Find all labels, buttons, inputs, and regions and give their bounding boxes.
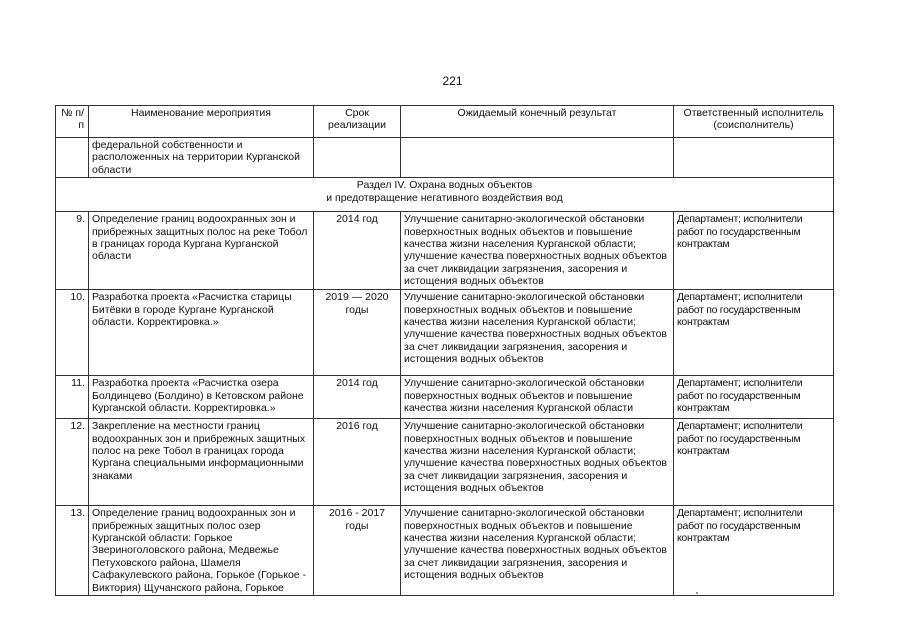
cont-num [56, 138, 89, 178]
row-name: Разработка проекта «Расчистка озера Болдинцево (Болдино) в Кетовском районе Курганской области. Корректировка.» [89, 376, 314, 419]
header-term: Срок реализации [314, 106, 401, 138]
page-number: 221 [442, 74, 463, 88]
scan-speck [696, 592, 698, 594]
section-heading [56, 178, 834, 212]
cont-executor [674, 138, 834, 178]
row-name: Определение границ водоохранных зон и прибрежных защитных полос озер Курганской области: Горькое Звериноголовского района, Медвежье Петуховского района, Шамеля Сафакулевского района, Горькое (Горькое - Виктория) Щучанского района, Горькое [89, 506, 314, 596]
table-row [56, 419, 834, 506]
row-name: Определение границ водоохранных зон и прибрежных защитных полос на реке Тобол в границах города Кургана Курганской области [89, 212, 314, 290]
section-title: Раздел IV. Охрана водных объектов [356, 179, 533, 192]
row-name: Разработка проекта «Расчистка старицы Битёвки в городе Кургане Курганской области. Корректировка.» [89, 290, 314, 376]
section-row [56, 178, 834, 212]
header-executor: Ответственный исполнитель (соисполнитель) [674, 106, 834, 138]
row-result: Улучшение санитарно-экологической обстановки поверхностных водных объектов и повышение качества жизни населения Курганской области; улучшение качества поверхностных водных объектов за счет ликвидации загрязнения, засорения и истощения водных объектов [401, 506, 674, 596]
row-result: Улучшение санитарно-экологической обстановки поверхностных водных объектов и повышение качества жизни населения Курганской области; улучшение качества поверхностных водных объектов за счет ликвидации загрязнения, засорения и истощения водных объектов [401, 419, 674, 506]
row-result: Улучшение санитарно-экологической обстановки поверхностных водных объектов и повышение качества жизни населения Курганской области; улучшение качества поверхностных водных объектов за счет ликвидации загрязнения, засорения и истощения водных объектов [401, 212, 674, 290]
table-row [56, 376, 834, 419]
section-subtitle: и предотвращение негативного воздействия вод [326, 191, 563, 204]
continuation-row [56, 138, 834, 178]
cont-result [401, 138, 674, 178]
table-row [56, 212, 834, 290]
row-num: 10. [56, 290, 89, 376]
row-executor: Департамент; исполнители работ по государственным контрактам [674, 290, 834, 376]
table-header-row [56, 106, 834, 138]
row-result: Улучшение санитарно-экологической обстановки поверхностных водных объектов и повышение качества жизни населения Курганской области; улучшение качества поверхностных водных объектов за счет ликвидации загрязнения, засорения и истощения водных объектов [401, 290, 674, 376]
row-num: 12. [56, 419, 89, 506]
row-term: 2014 год [314, 376, 401, 419]
table-row [56, 506, 834, 596]
header-result: Ожидаемый конечный результат [401, 106, 674, 138]
cont-term [314, 138, 401, 178]
row-result: Улучшение санитарно-экологической обстановки поверхностных водных объектов и повышение качества жизни населения Курганской области [401, 376, 674, 419]
row-term: 2016 - 2017 годы [314, 506, 401, 596]
cont-name: федеральной собственности и расположенных на территории Курганской области [89, 138, 314, 178]
row-term: 2014 год [314, 212, 401, 290]
header-num: № п/п [56, 106, 89, 138]
row-executor: Департамент; исполнители работ по государственным контрактам [674, 419, 834, 506]
row-num: 13. [56, 506, 89, 596]
row-executor: Департамент; исполнители работ по государственным контрактам [674, 506, 834, 596]
row-term: 2016 год [314, 419, 401, 506]
header-name: Наименование мероприятия [89, 106, 314, 138]
table-row [56, 290, 834, 376]
measures-table [55, 105, 834, 596]
row-executor: Департамент; исполнители работ по государственным контрактам [674, 212, 834, 290]
row-num: 9. [56, 212, 89, 290]
row-name: Закрепление на местности границ водоохранных зон и прибрежных защитных полос на реке Тобол в границах города Кургана специальными информационными знаками [89, 419, 314, 506]
row-num: 11. [56, 376, 89, 419]
row-term: 2019 — 2020 годы [314, 290, 401, 376]
row-executor: Департамент; исполнители работ по государственным контрактам [674, 376, 834, 419]
